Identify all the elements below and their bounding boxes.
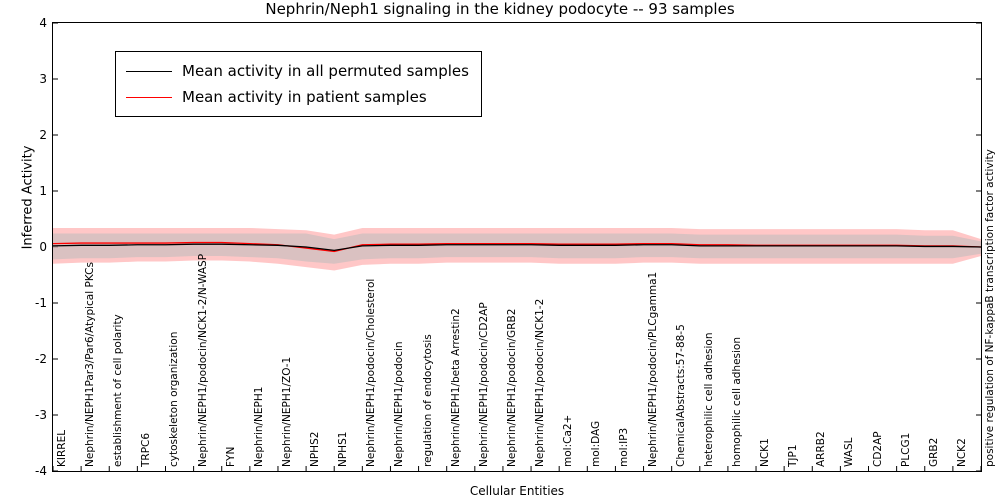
x-tick-label: Nephrin/NEPH1/ZO-1: [280, 356, 293, 467]
legend-label-patient: Mean activity in patient samples: [182, 88, 427, 106]
y-tick-label: 0: [39, 240, 47, 254]
x-tick-label: positive regulation of NF-kappaB transcription factor activity: [984, 149, 996, 467]
x-tick-label: Nephrin/NEPH1Par3/Par6/Atypical PKCs: [84, 262, 97, 467]
x-tick-label: Nephrin/NEPH1: [252, 386, 265, 467]
x-tick-label: Nephrin/NEPH1/beta Arrestin2: [449, 308, 462, 467]
y-axis-label: Inferred Activity: [20, 145, 36, 250]
x-tick-label: FYN: [224, 446, 237, 467]
x-tick-label: regulation of endocytosis: [421, 334, 434, 467]
x-tick-label: Nephrin/NEPH1/podocin/NCK1-2: [534, 298, 547, 467]
x-tick-label: mol:Ca2+: [562, 414, 575, 467]
x-tick-label: Nephrin/NEPH1/podocin/CD2AP: [477, 302, 490, 467]
x-tick-label: Nephrin/NEPH1/podocin/PLCgamma1: [646, 271, 659, 467]
x-tick-label: NCK2: [955, 438, 968, 467]
legend-label-permuted: Mean activity in all permuted samples: [182, 62, 469, 80]
x-tick-label: NPHS1: [337, 431, 350, 467]
x-tick-label: heterophilic cell adhesion: [702, 332, 715, 467]
y-tick-label: 3: [39, 72, 47, 86]
x-tick-label: ChemicalAbstracts:57-88-5: [674, 324, 687, 467]
legend: [115, 51, 482, 117]
y-tick-label: 1: [39, 184, 47, 198]
x-tick-label: mol:DAG: [590, 420, 603, 467]
x-tick-label: NPHS2: [309, 431, 322, 467]
legend-item-permuted: [126, 58, 469, 84]
plot-area: [35, 16, 996, 478]
x-tick-label: PLCG1: [899, 432, 912, 467]
x-tick-label: ARRB2: [815, 431, 828, 467]
x-tick-label: Nephrin/NEPH1/podocin/NCK1-2/N-WASP: [196, 253, 209, 467]
x-tick-label: establishment of cell polarity: [112, 314, 125, 467]
y-tick-label: 2: [39, 128, 47, 142]
x-tick-label: WASL: [843, 437, 856, 467]
x-tick-label: NCK1: [759, 438, 772, 467]
chart-title: Nephrin/Neph1 signaling in the kidney podocyte -- 93 samples: [265, 0, 735, 18]
x-tick-label: homophilic cell adhesion: [730, 337, 743, 467]
x-tick-label: TRPC6: [140, 432, 153, 467]
y-tick-label: -2: [35, 352, 47, 366]
legend-swatch-permuted: [126, 71, 172, 72]
legend-item-patient: [126, 84, 469, 110]
x-tick-label: TJP1: [787, 444, 800, 467]
x-tick-label: Nephrin/NEPH1/podocin/GRB2: [505, 308, 518, 467]
y-tick-label: -3: [35, 408, 47, 422]
x-tick-label: Nephrin/NEPH1/podocin: [393, 341, 406, 467]
x-tick-label: CD2AP: [871, 431, 884, 467]
x-tick-label: GRB2: [927, 437, 940, 467]
x-axis-label: Cellular Entities: [469, 484, 565, 498]
x-tick-label: KIRREL: [56, 429, 68, 467]
y-tick-label: 4: [39, 16, 47, 30]
x-tick-label: mol:IP3: [618, 427, 631, 467]
legend-swatch-patient: [126, 97, 172, 98]
x-tick-label: Nephrin/NEPH1/podocin/Cholesterol: [365, 278, 378, 467]
y-tick-label: -1: [35, 296, 47, 310]
y-tick-label: -4: [35, 464, 47, 478]
x-tick-label: cytoskeleton organization: [168, 331, 181, 467]
